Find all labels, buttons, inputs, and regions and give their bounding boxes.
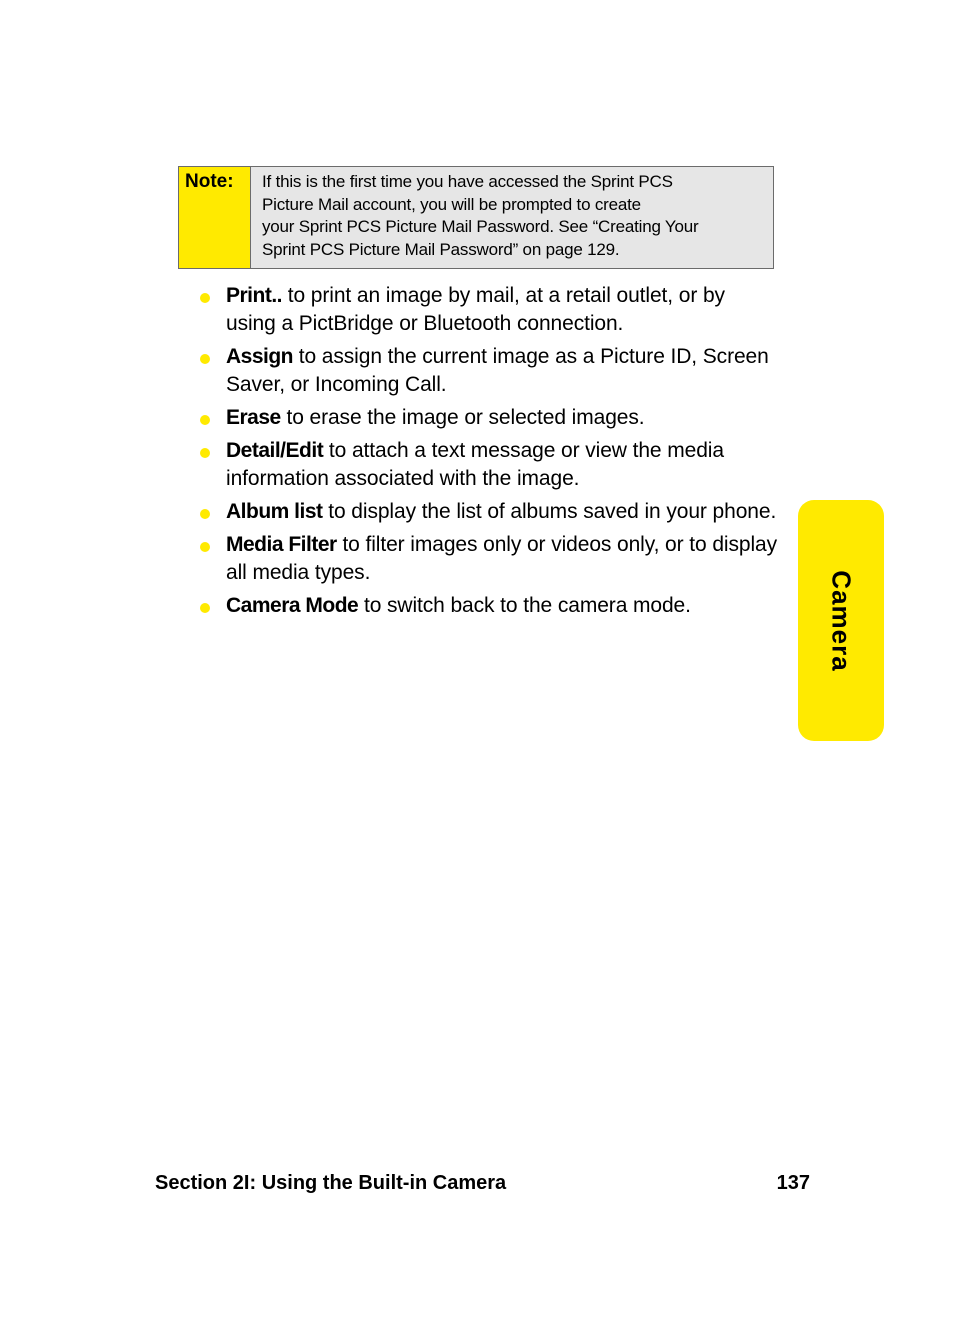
list-item: [200, 592, 780, 620]
note-line: Picture Mail account, you will be prompted to create: [262, 194, 641, 214]
list-item: [200, 282, 780, 338]
list-item: [200, 498, 780, 526]
bullet-dot-icon: [200, 603, 210, 613]
option-term: Print..: [226, 284, 283, 307]
option-term: Media Filter: [226, 533, 337, 556]
page-number: 137: [776, 1172, 810, 1194]
bullet-dot-icon: [200, 542, 210, 552]
note-label: Note:: [185, 171, 234, 192]
option-term: Detail/Edit: [226, 439, 324, 462]
section-side-tab: [798, 500, 884, 741]
option-term: Camera Mode: [226, 594, 359, 617]
bullet-dot-icon: [200, 293, 210, 303]
option-description: to erase the image or selected images.: [280, 406, 645, 429]
list-item: [200, 531, 780, 587]
note-text-cell: [251, 167, 773, 268]
option-description: to switch back to the camera mode.: [358, 594, 691, 617]
note-text: [262, 171, 763, 261]
note-label-cell: [179, 167, 251, 268]
option-description: to filter images only or videos only, or to display all media types.: [226, 533, 777, 584]
option-description: to attach a text message or view the media information associated with the image.: [226, 439, 724, 490]
option-description: to assign the current image as a Picture ID, Screen Saver, or Incoming Call.: [226, 345, 769, 396]
list-item: [200, 437, 780, 493]
bullet-dot-icon: [200, 509, 210, 519]
bullet-dot-icon: [200, 354, 210, 364]
option-term: Assign: [226, 345, 294, 368]
note-line: If this is the first time you have accessed the Sprint PCS: [262, 172, 673, 191]
bullet-dot-icon: [200, 448, 210, 458]
note-box: [178, 166, 774, 269]
note-line: Sprint PCS Picture Mail Password” on page 129.: [262, 239, 620, 259]
side-tab-label: Camera: [826, 569, 857, 672]
option-description: to print an image by mail, at a retail outlet, or by using a PictBridge or Bluetooth connection.: [226, 284, 725, 335]
list-item: [200, 343, 780, 399]
footer-section-title: Section 2I: Using the Built-in Camera: [155, 1172, 507, 1194]
option-term: Album list: [226, 500, 323, 523]
list-item: [200, 404, 780, 432]
bullet-dot-icon: [200, 415, 210, 425]
option-list: [200, 282, 780, 625]
option-description: to display the list of albums saved in your phone.: [322, 500, 777, 523]
note-line: your Sprint PCS Picture Mail Password. See “Creating Your: [262, 217, 699, 236]
option-term: Erase: [226, 406, 281, 429]
